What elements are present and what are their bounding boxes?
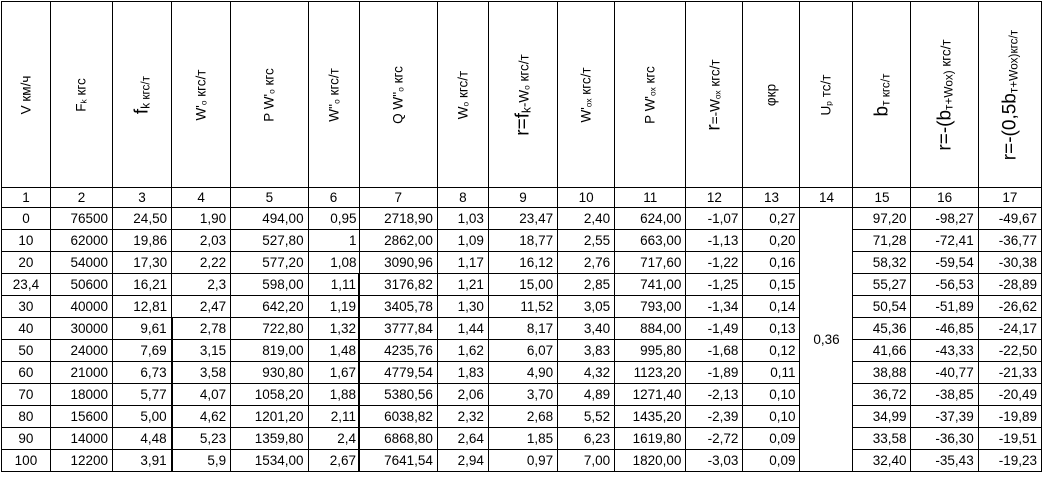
header-cell-p-w1o: P $W'_o$ кгс: [231, 2, 308, 188]
table-cell: 3,83: [558, 340, 615, 362]
table-cell: -37,39: [911, 406, 978, 428]
table-cell: -1,89: [686, 362, 743, 384]
table-cell: 4,62: [172, 406, 231, 428]
column-index-cell: 17: [978, 188, 1041, 208]
table-cell: 995,80: [615, 340, 686, 362]
header-cell-v: V км/ч: [2, 2, 51, 188]
table-cell: 6038,82: [359, 406, 437, 428]
table-row: [2, 428, 1042, 450]
table-cell: 23,4: [2, 274, 51, 296]
table-cell: 60: [2, 362, 51, 384]
table-cell: -28,89: [978, 274, 1041, 296]
column-index-cell: 13: [743, 188, 800, 208]
table-cell: 55,27: [853, 274, 911, 296]
table-cell: -51,89: [911, 296, 978, 318]
table-row: [2, 296, 1042, 318]
header-cell-r-bt-wox: $r=-(b_{т+Wох)}$ кгс/т: [911, 2, 978, 188]
table-cell: -98,27: [911, 208, 978, 230]
header-cell-p-w1ox: P $W'_{ох}$ кгс: [615, 2, 686, 188]
table-cell: 18,77: [488, 230, 557, 252]
header-cell-bt: $b_{т кгс/т}$: [853, 2, 911, 188]
table-cell: 4,32: [558, 362, 615, 384]
table-row: [2, 406, 1042, 428]
table-cell: 577,20: [231, 252, 308, 274]
header-cell-fk-specific: $f_{k кгс/т}$: [113, 2, 172, 188]
table-cell: 1,32: [308, 318, 359, 340]
table-cell: -43,33: [911, 340, 978, 362]
table-cell: 494,00: [231, 208, 308, 230]
table-cell: 2,85: [558, 274, 615, 296]
table-cell: 36,72: [853, 384, 911, 406]
table-cell: 3,40: [558, 318, 615, 340]
table-cell: 71,28: [853, 230, 911, 252]
table-row: [2, 340, 1042, 362]
table-cell: -72,41: [911, 230, 978, 252]
table-cell: 20: [2, 252, 51, 274]
table-cell: -26,62: [978, 296, 1041, 318]
table-row: [2, 208, 1042, 230]
table-cell: 0,13: [743, 318, 800, 340]
table-cell: 5380,56: [359, 384, 437, 406]
table-cell: 1435,20: [615, 406, 686, 428]
table-row: [2, 252, 1042, 274]
table-cell: 2,22: [172, 252, 231, 274]
table-cell: 7641,54: [359, 450, 437, 472]
table-cell: 24000: [50, 340, 112, 362]
table-cell: -1,68: [686, 340, 743, 362]
table-cell: 793,00: [615, 296, 686, 318]
table-cell: 45,36: [853, 318, 911, 340]
table-cell: 34,99: [853, 406, 911, 428]
table-cell: 54000: [50, 252, 112, 274]
table-cell: -1,49: [686, 318, 743, 340]
table-row: [2, 450, 1042, 472]
table-cell: -22,50: [978, 340, 1041, 362]
column-index-row: [2, 188, 1042, 208]
table-cell: 11,52: [488, 296, 557, 318]
table-cell: 15,00: [488, 274, 557, 296]
header-cell-w1o: $W'_o$ кгс/т: [172, 2, 231, 188]
table-cell: 16,12: [488, 252, 557, 274]
table-cell: -2,72: [686, 428, 743, 450]
column-index-cell: 4: [172, 188, 231, 208]
table-cell: 1,83: [437, 362, 488, 384]
table-cell: -1,22: [686, 252, 743, 274]
table-cell: -35,43: [911, 450, 978, 472]
table-cell: 50: [2, 340, 51, 362]
header-cell-w2o: $W''_o$ кгс/т: [308, 2, 359, 188]
table-cell: 90: [2, 428, 51, 450]
table-cell: 0,95: [308, 208, 359, 230]
table-cell: 10: [2, 230, 51, 252]
header-cell-w1ox: $W'_{ох}$ кгс/т: [558, 2, 615, 188]
table-cell: -1,34: [686, 296, 743, 318]
table-cell: -1,25: [686, 274, 743, 296]
table-cell: 6868,80: [359, 428, 437, 450]
table-cell: -30,38: [978, 252, 1041, 274]
table-cell: 38,88: [853, 362, 911, 384]
table-cell: 14000: [50, 428, 112, 450]
table-cell: -36,30: [911, 428, 978, 450]
table-cell: 5,00: [113, 406, 172, 428]
table-cell: 598,00: [231, 274, 308, 296]
header-cell-q-w2o: Q $W''_o$ кгс: [359, 2, 437, 188]
table-cell: 3176,82: [359, 274, 437, 296]
table-cell: 1,09: [437, 230, 488, 252]
table-cell: 4,48: [113, 428, 172, 450]
table-cell: 0,15: [743, 274, 800, 296]
table-cell: 722,80: [231, 318, 308, 340]
table-cell: 7,69: [113, 340, 172, 362]
table-cell: 1619,80: [615, 428, 686, 450]
table-cell: 30000: [50, 318, 112, 340]
table-cell: 41,66: [853, 340, 911, 362]
column-index-cell: 3: [113, 188, 172, 208]
table-cell: 2,47: [172, 296, 231, 318]
table-cell: 2,4: [308, 428, 359, 450]
header-cell-r-fk-wo: $r=f_k-W_o$ кгс/т: [488, 2, 557, 188]
header-cell-r-wox: $r=-W_{ох}$ кгс/т: [686, 2, 743, 188]
column-index-cell: 6: [308, 188, 359, 208]
table-cell: 0,14: [743, 296, 800, 318]
table-cell: 0,27: [743, 208, 800, 230]
table-cell: 8,17: [488, 318, 557, 340]
table-cell: 1123,20: [615, 362, 686, 384]
table-cell: 16,21: [113, 274, 172, 296]
column-index-cell: 16: [911, 188, 978, 208]
table-cell: 18000: [50, 384, 112, 406]
table-cell: 1,19: [308, 296, 359, 318]
table-cell: 1,90: [172, 208, 231, 230]
table-cell: 1,17: [437, 252, 488, 274]
table-cell: 6,07: [488, 340, 557, 362]
header-cell-r-half-bt-wox: $r=-(0,5b_{т+Wох)кгс/т}$: [978, 2, 1041, 188]
table-cell: 3,91: [113, 450, 172, 472]
table-cell: -38,85: [911, 384, 978, 406]
table-cell: -19,51: [978, 428, 1041, 450]
table-cell: 4,89: [558, 384, 615, 406]
column-index-cell: 15: [853, 188, 911, 208]
table-cell: 58,32: [853, 252, 911, 274]
table-cell: -21,33: [978, 362, 1041, 384]
column-index-cell: 7: [359, 188, 437, 208]
table-cell: 19,86: [113, 230, 172, 252]
table-cell: 4779,54: [359, 362, 437, 384]
table-cell: 0,10: [743, 384, 800, 406]
table-cell: 2,55: [558, 230, 615, 252]
column-index-cell: 9: [488, 188, 557, 208]
table-cell: 0,09: [743, 450, 800, 472]
table-cell: 2862,00: [359, 230, 437, 252]
table-cell: -19,23: [978, 450, 1041, 472]
table-cell: 97,20: [853, 208, 911, 230]
table-cell: 76500: [50, 208, 112, 230]
table-cell: 819,00: [231, 340, 308, 362]
table-cell: 2718,90: [359, 208, 437, 230]
table-cell: 1,62: [437, 340, 488, 362]
table-cell: 15600: [50, 406, 112, 428]
table-cell: 3,70: [488, 384, 557, 406]
table-cell: -49,67: [978, 208, 1041, 230]
table-cell: 33,58: [853, 428, 911, 450]
table-cell: -40,77: [911, 362, 978, 384]
table-cell: -2,39: [686, 406, 743, 428]
table-cell: 2,94: [437, 450, 488, 472]
table-cell: 0,12: [743, 340, 800, 362]
table-cell: 0,16: [743, 252, 800, 274]
table-cell: 0: [2, 208, 51, 230]
table-cell: 1534,00: [231, 450, 308, 472]
table-cell: 0,11: [743, 362, 800, 384]
table-cell: 12200: [50, 450, 112, 472]
table-cell: 1820,00: [615, 450, 686, 472]
table-cell: 1359,80: [231, 428, 308, 450]
table-cell: 2,78: [172, 318, 231, 340]
column-index-cell: 8: [437, 188, 488, 208]
table-cell: 80: [2, 406, 51, 428]
table-cell: 1,21: [437, 274, 488, 296]
table-cell: 5,52: [558, 406, 615, 428]
header-cell-fk: $F_k$ кгс: [50, 2, 112, 188]
table-cell: 50,54: [853, 296, 911, 318]
table-cell: 17,30: [113, 252, 172, 274]
table-cell: 3,58: [172, 362, 231, 384]
table-cell: 7,00: [558, 450, 615, 472]
header-cell-wo: $W_o$ кгс/т: [437, 2, 488, 188]
table-cell: 1,85: [488, 428, 557, 450]
table-cell: 3405,78: [359, 296, 437, 318]
table-cell: -20,49: [978, 384, 1041, 406]
column-index-cell: 2: [50, 188, 112, 208]
column-index-cell: 12: [686, 188, 743, 208]
table-cell: -3,03: [686, 450, 743, 472]
table-cell: 0,10: [743, 406, 800, 428]
table-cell: 70: [2, 384, 51, 406]
table-cell: 2,3: [172, 274, 231, 296]
header-row: [2, 2, 1042, 188]
table-cell: 30: [2, 296, 51, 318]
table-cell: -36,77: [978, 230, 1041, 252]
table-row: [2, 230, 1042, 252]
table-cell: 2,64: [437, 428, 488, 450]
table-cell: 4,07: [172, 384, 231, 406]
table-cell: 12,81: [113, 296, 172, 318]
table-cell: 24,50: [113, 208, 172, 230]
table-cell: 50600: [50, 274, 112, 296]
table-cell: 2,76: [558, 252, 615, 274]
traction-table: [1, 1, 1042, 472]
table-cell: 2,06: [437, 384, 488, 406]
table-row: [2, 274, 1042, 296]
table-cell: 1271,40: [615, 384, 686, 406]
table-cell: -59,54: [911, 252, 978, 274]
table-cell: 1,67: [308, 362, 359, 384]
column-index-cell: 11: [615, 188, 686, 208]
table-cell: 62000: [50, 230, 112, 252]
column-index-cell: 1: [2, 188, 51, 208]
table-cell: 9,61: [113, 318, 172, 340]
table-cell: -56,53: [911, 274, 978, 296]
table-cell: -2,13: [686, 384, 743, 406]
table-cell: 642,20: [231, 296, 308, 318]
table-cell: 0,09: [743, 428, 800, 450]
table-cell: 5,23: [172, 428, 231, 450]
table-row: [2, 362, 1042, 384]
table-row: [2, 384, 1042, 406]
column-index-cell: 10: [558, 188, 615, 208]
table-cell: 624,00: [615, 208, 686, 230]
table-cell: -1,07: [686, 208, 743, 230]
table-cell: -19,89: [978, 406, 1041, 428]
table-cell: 1,03: [437, 208, 488, 230]
table-cell: 23,47: [488, 208, 557, 230]
table-cell: 3777,84: [359, 318, 437, 340]
table-cell: 3,15: [172, 340, 231, 362]
table-cell: 1,44: [437, 318, 488, 340]
table-cell: 5,9: [172, 450, 231, 472]
table-cell: 663,00: [615, 230, 686, 252]
table-cell: 2,11: [308, 406, 359, 428]
table-cell: 1: [308, 230, 359, 252]
table-cell: 0,20: [743, 230, 800, 252]
table-cell: 2,68: [488, 406, 557, 428]
table-cell: 1,30: [437, 296, 488, 318]
table-cell: 40: [2, 318, 51, 340]
table-cell: -24,17: [978, 318, 1041, 340]
table-cell: 4235,76: [359, 340, 437, 362]
table-row: [2, 318, 1042, 340]
table-cell: 21000: [50, 362, 112, 384]
table-cell: 1058,20: [231, 384, 308, 406]
table-cell: 884,00: [615, 318, 686, 340]
table-cell: 741,00: [615, 274, 686, 296]
table-cell: 717,60: [615, 252, 686, 274]
table-cell: 2,67: [308, 450, 359, 472]
table-cell: 3,05: [558, 296, 615, 318]
column-index-cell: 14: [800, 188, 853, 208]
table-cell: 1,08: [308, 252, 359, 274]
table-cell: -1,13: [686, 230, 743, 252]
header-cell-phikr: φкр: [743, 2, 800, 188]
table-cell: 1,88: [308, 384, 359, 406]
header-cell-up: $U_р$ тс/т: [800, 2, 853, 188]
table-cell: 3090,96: [359, 252, 437, 274]
table-cell: 930,80: [231, 362, 308, 384]
table-cell: 1201,20: [231, 406, 308, 428]
table-cell: 1,48: [308, 340, 359, 362]
up-merged-cell: 0,36: [800, 208, 853, 472]
table-cell: 2,03: [172, 230, 231, 252]
table-cell: 40000: [50, 296, 112, 318]
table-cell: 4,90: [488, 362, 557, 384]
table-cell: -46,85: [911, 318, 978, 340]
column-index-cell: 5: [231, 188, 308, 208]
table-cell: 527,80: [231, 230, 308, 252]
table-cell: 6,73: [113, 362, 172, 384]
table-cell: 2,32: [437, 406, 488, 428]
table-cell: 32,40: [853, 450, 911, 472]
table-cell: 0,97: [488, 450, 557, 472]
table-cell: 6,23: [558, 428, 615, 450]
table-cell: 100: [2, 450, 51, 472]
table-cell: 2,40: [558, 208, 615, 230]
table-cell: 5,77: [113, 384, 172, 406]
table-cell: 1,11: [308, 274, 359, 296]
